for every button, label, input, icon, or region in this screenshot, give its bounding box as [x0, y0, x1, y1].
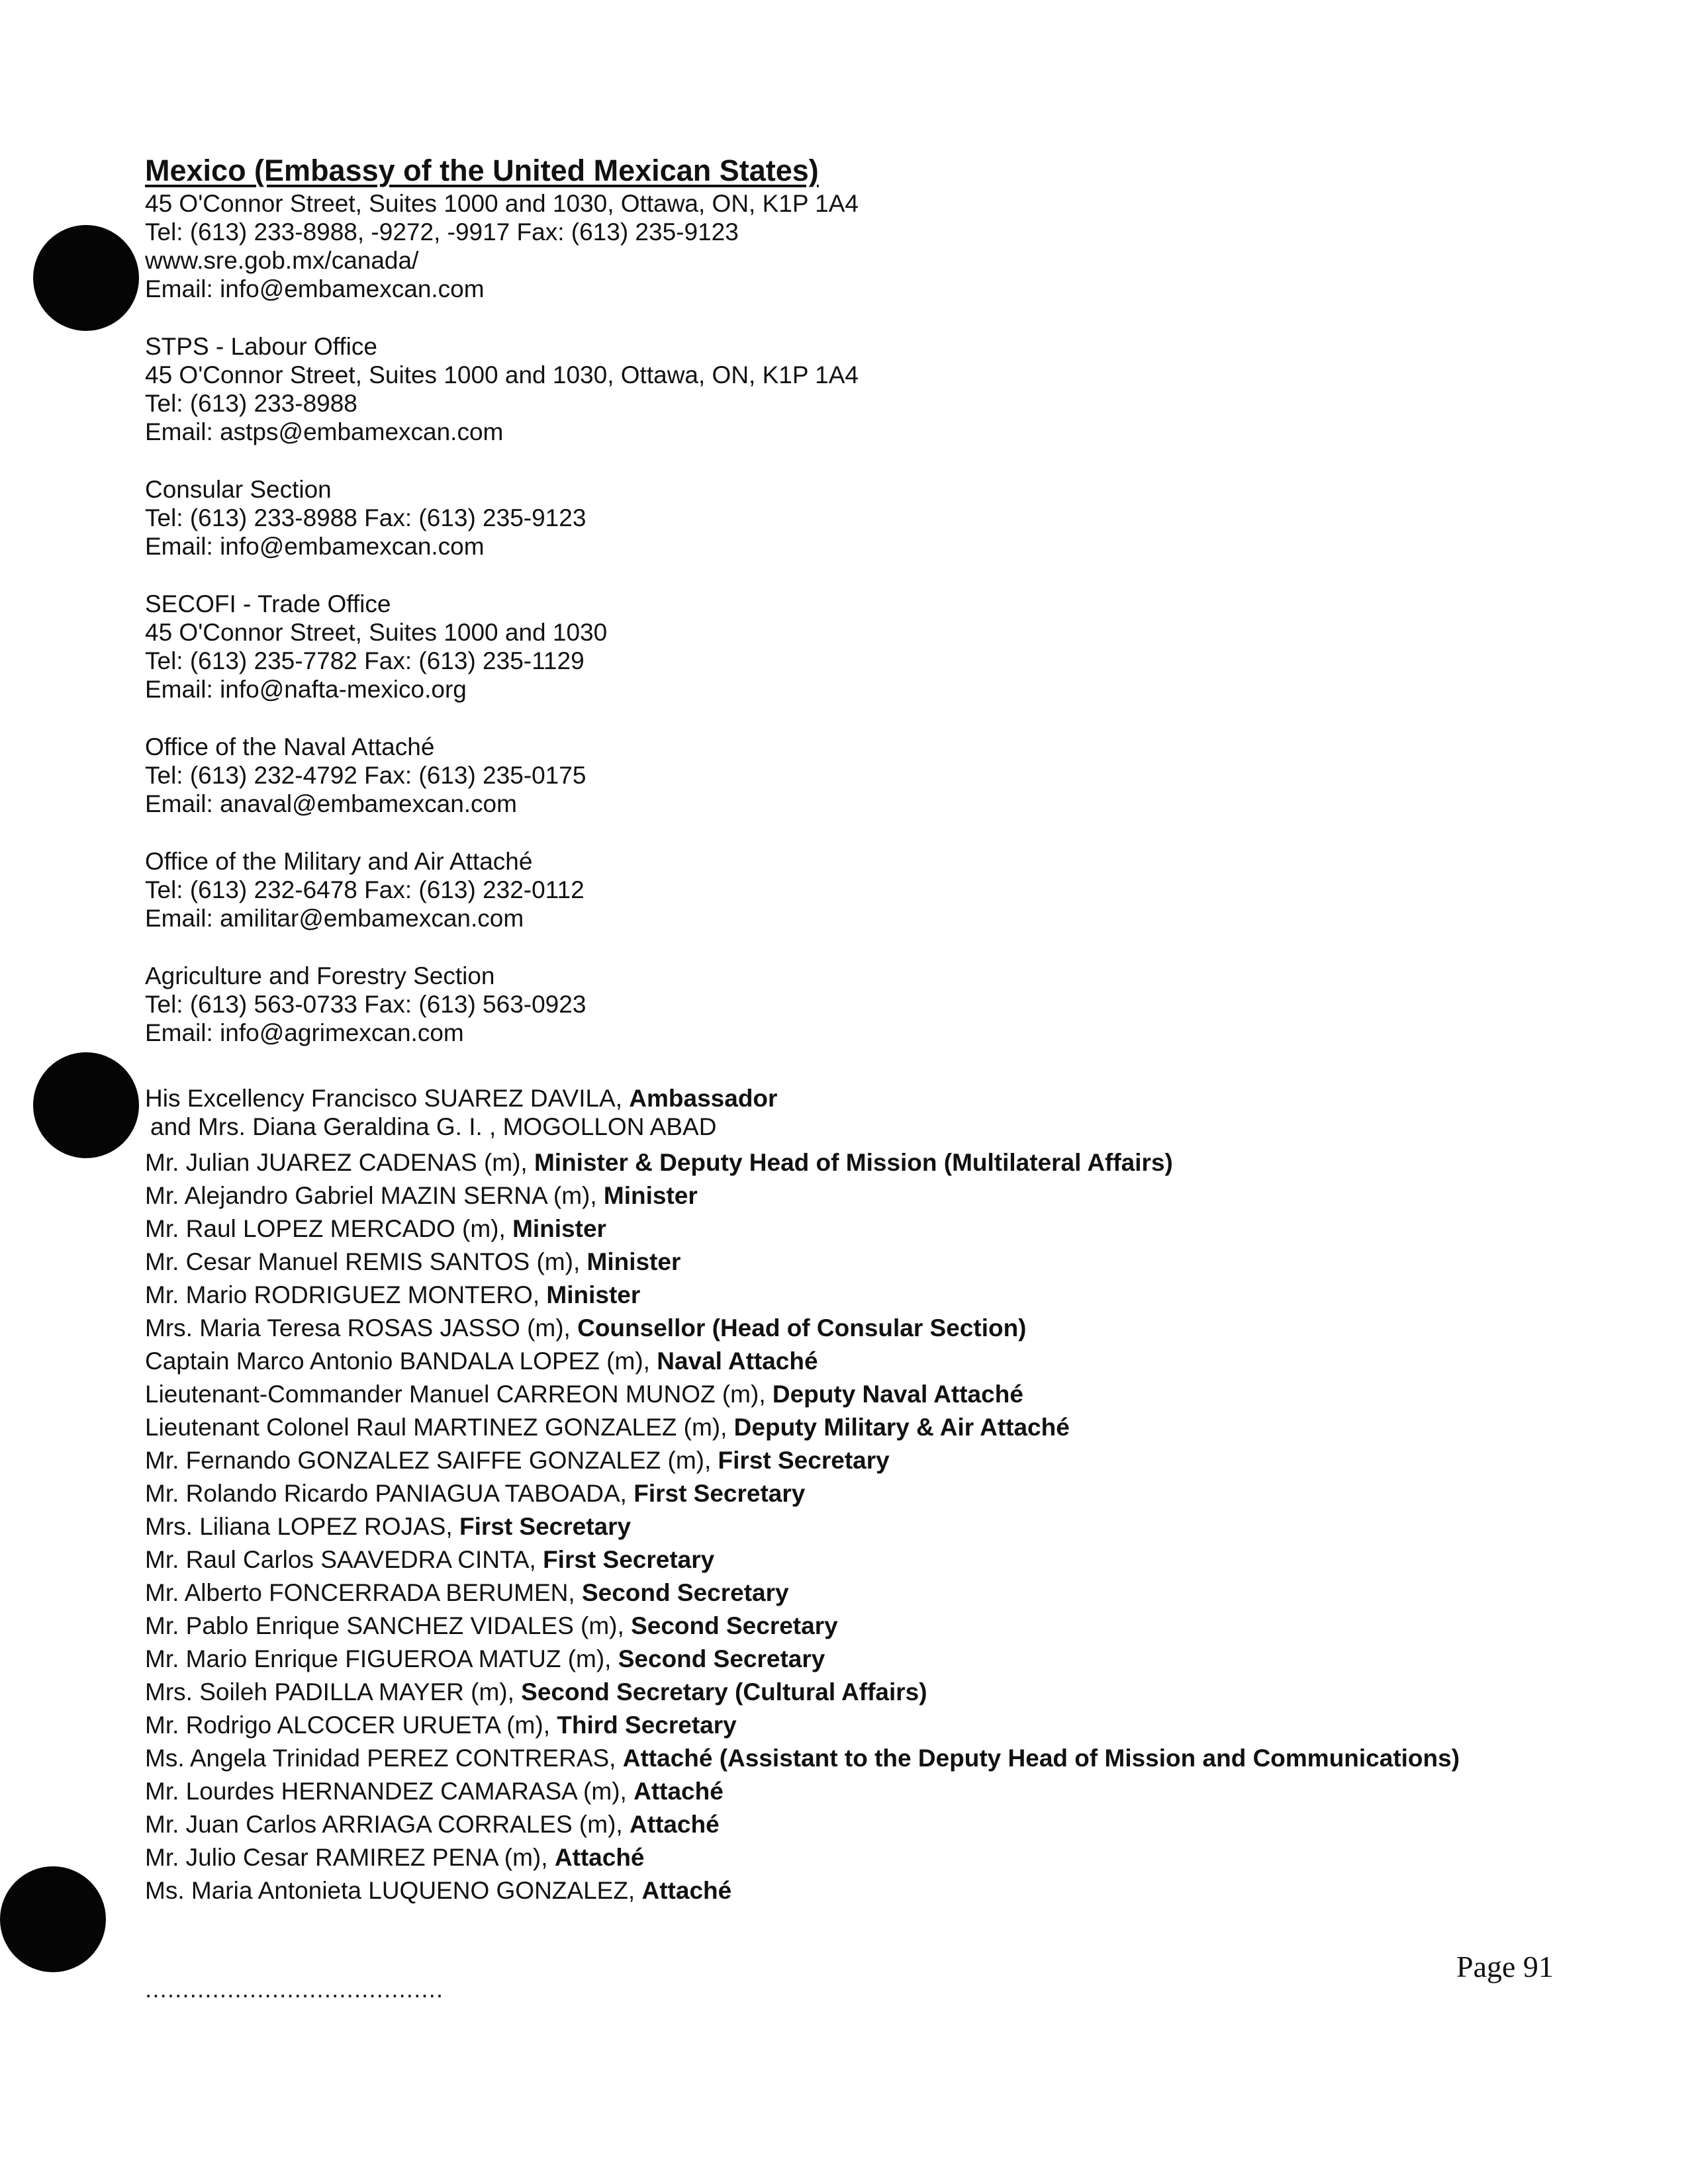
official-entry [145, 1676, 1568, 1709]
contact-line: Tel: (613) 563-0733 Fax: (613) 563-0923 [145, 991, 586, 1018]
official-title: First Secretary [718, 1447, 890, 1474]
binder-hole-top [33, 225, 139, 331]
contact-line: Email: info@nafta-mexico.org [145, 676, 467, 703]
official-name: Ms. Angela Trinidad PEREZ CONTRERAS, [145, 1745, 623, 1772]
official-entry [145, 1742, 1568, 1775]
official-name: Mr. Raul Carlos SAAVEDRA CINTA, [145, 1546, 543, 1573]
official-title: Attaché [633, 1778, 724, 1805]
contact-line: Tel: (613) 233-8988, -9272, -9917 Fax: (613) 235-9123 [145, 218, 739, 246]
contact-line: 45 O'Connor Street, Suites 1000 and 1030 [145, 619, 608, 646]
contact-line: Email: info@embamexcan.com [145, 533, 485, 560]
contact-line: STPS - Labour Office [145, 333, 377, 360]
contact-line: Tel: (613) 235-7782 Fax: (613) 235-1129 [145, 647, 585, 674]
contact-line: Consular Section [145, 476, 332, 503]
official-title: Attaché [554, 1844, 645, 1871]
contact-line: Email: info@embamexcan.com [145, 275, 485, 302]
official-title: First Secretary [543, 1546, 715, 1573]
official-title: Minister [546, 1281, 641, 1308]
official-name: and Mrs. Diana Geraldina G. I. , MOGOLLON ABAD [150, 1113, 717, 1140]
official-name: Mr. Mario RODRIGUEZ MONTERO, [145, 1281, 547, 1308]
official-entry [145, 1709, 1568, 1742]
binder-hole-middle [33, 1052, 139, 1158]
contact-section [145, 590, 1568, 704]
official-name: Ms. Maria Antonieta LUQUENO GONZALEZ, [145, 1877, 642, 1904]
contact-line: Email: amilitar@embamexcan.com [145, 905, 524, 932]
official-name: Mr. Raul LOPEZ MERCADO (m), [145, 1215, 513, 1242]
contact-line: Email: info@agrimexcan.com [145, 1019, 464, 1046]
official-title: Attaché [629, 1811, 720, 1838]
official-name: Mr. Lourdes HERNANDEZ CAMARASA (m), [145, 1778, 634, 1805]
official-title: Deputy Military & Air Attaché [733, 1414, 1070, 1441]
contact-line: Tel: (613) 233-8988 [145, 390, 357, 417]
official-name: Mr. Pablo Enrique SANCHEZ VIDALES (m), [145, 1612, 632, 1639]
contact-line: Email: anaval@embamexcan.com [145, 790, 517, 817]
official-entry [145, 1841, 1568, 1874]
official-title: Second Secretary (Cultural Affairs) [521, 1678, 927, 1706]
official-title: Attaché [641, 1877, 732, 1904]
contact-section [145, 962, 1568, 1047]
official-entry [145, 1345, 1568, 1378]
official-title: Attaché (Assistant to the Deputy Head of Mission and Communications) [622, 1745, 1460, 1772]
contact-line: 45 O'Connor Street, Suites 1000 and 1030, Ottawa, ON, K1P 1A4 [145, 361, 859, 388]
official-entry [145, 1808, 1568, 1841]
official-name: Mrs. Maria Teresa ROSAS JASSO (m), [145, 1314, 578, 1342]
contact-section [145, 475, 1568, 561]
contact-line: Office of the Naval Attaché [145, 733, 435, 760]
official-entry [145, 1543, 1568, 1576]
contact-section [145, 733, 1568, 818]
official-name: Mr. Alberto FONCERRADA BERUMEN, [145, 1579, 582, 1606]
official-entry [145, 1146, 1568, 1179]
official-entry [145, 1113, 1568, 1141]
official-name: Mrs. Soileh PADILLA MAYER (m), [145, 1678, 522, 1706]
contact-line: Office of the Military and Air Attaché [145, 848, 533, 875]
contact-line: Tel: (613) 232-6478 Fax: (613) 232-0112 [145, 876, 585, 903]
page-number: Page 91 [1456, 1950, 1554, 1983]
official-title: Minister [603, 1182, 698, 1209]
official-entry [145, 1610, 1568, 1643]
document-body [145, 154, 1568, 1907]
official-name: Mr. Julian JUAREZ CADENAS (m), [145, 1149, 534, 1176]
contact-line: Tel: (613) 233-8988 Fax: (613) 235-9123 [145, 504, 586, 531]
official-title: Minister [586, 1248, 681, 1275]
official-entry [145, 1378, 1568, 1411]
official-title: Second Secretary [631, 1612, 838, 1639]
contact-line: Tel: (613) 232-4792 Fax: (613) 235-0175 [145, 762, 586, 789]
official-name: Mr. Fernando GONZALEZ SAIFFE GONZALEZ (m), [145, 1447, 718, 1474]
official-name: Mr. Alejandro Gabriel MAZIN SERNA (m), [145, 1182, 604, 1209]
official-name: Mr. Julio Cesar RAMIREZ PENA (m), [145, 1844, 555, 1871]
official-entry [145, 1643, 1568, 1676]
official-title: Third Secretary [557, 1711, 737, 1739]
official-title: Ambassador [629, 1085, 778, 1112]
official-name: Lieutenant Colonel Raul MARTINEZ GONZALEZ (m), [145, 1414, 734, 1441]
official-entry [145, 1874, 1568, 1907]
official-title: Counsellor (Head of Consular Section) [577, 1314, 1027, 1342]
official-title: First Secretary [633, 1480, 806, 1507]
contact-line: Email: astps@embamexcan.com [145, 418, 504, 445]
official-entry [145, 1444, 1568, 1477]
officials-list [145, 1084, 1568, 1907]
official-name: Captain Marco Antonio BANDALA LOPEZ (m), [145, 1347, 657, 1375]
official-entry [145, 1279, 1568, 1312]
official-name: Mr. Mario Enrique FIGUEROA MATUZ (m), [145, 1645, 618, 1672]
official-entry [145, 1411, 1568, 1444]
official-title: Minister & Deputy Head of Mission (Multilateral Affairs) [534, 1149, 1173, 1176]
contact-sections [145, 189, 1568, 1047]
contact-line: SECOFI - Trade Office [145, 590, 391, 617]
contact-line: www.sre.gob.mx/canada/ [145, 247, 419, 274]
official-title: Second Secretary [618, 1645, 825, 1672]
official-entry [145, 1246, 1568, 1279]
official-entry [145, 1212, 1568, 1246]
official-title: Deputy Naval Attaché [772, 1381, 1023, 1408]
official-title: First Secretary [459, 1513, 632, 1540]
contact-section [145, 847, 1568, 933]
official-entry [145, 1775, 1568, 1808]
official-name: Mr. Rodrigo ALCOCER URUETA (m), [145, 1711, 557, 1739]
contact-line: Agriculture and Forestry Section [145, 962, 495, 989]
official-title: Naval Attaché [657, 1347, 818, 1375]
official-name: Mrs. Liliana LOPEZ ROJAS, [145, 1513, 459, 1540]
official-name: His Excellency Francisco SUAREZ DAVILA, [145, 1085, 630, 1112]
official-name: Mr. Juan Carlos ARRIAGA CORRALES (m), [145, 1811, 630, 1838]
official-entry [145, 1084, 1568, 1113]
official-entry [145, 1576, 1568, 1610]
embassy-heading: Mexico (Embassy of the United Mexican States) [145, 154, 819, 187]
contact-section [145, 189, 1568, 303]
official-name: Lieutenant-Commander Manuel CARREON MUNOZ (m), [145, 1381, 773, 1408]
official-title: Second Secretary [581, 1579, 789, 1606]
binder-hole-bottom [0, 1866, 106, 1972]
dotted-leader: ........................................ [145, 1976, 444, 2003]
contact-line: 45 O'Connor Street, Suites 1000 and 1030, Ottawa, ON, K1P 1A4 [145, 190, 859, 217]
official-name: Mr. Rolando Ricardo PANIAGUA TABOADA, [145, 1480, 634, 1507]
contact-section [145, 332, 1568, 446]
official-entry [145, 1312, 1568, 1345]
official-name: Mr. Cesar Manuel REMIS SANTOS (m), [145, 1248, 587, 1275]
official-entry [145, 1510, 1568, 1543]
official-entry [145, 1179, 1568, 1212]
official-title: Minister [512, 1215, 606, 1242]
official-entry [145, 1477, 1568, 1510]
